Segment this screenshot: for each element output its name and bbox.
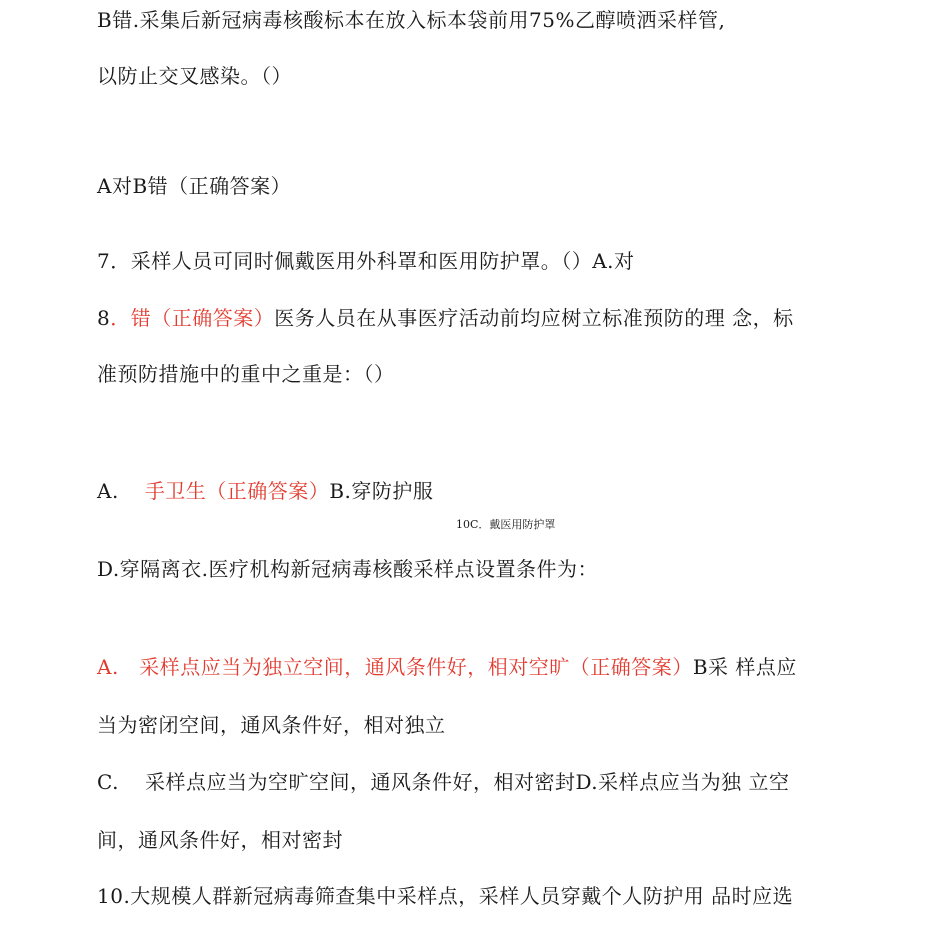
option-c-sampling-line xyxy=(97,768,790,796)
question-8-continuation: 准预防措施中的重中之重是：（） xyxy=(97,362,395,386)
answer-options-line: A对B错（正确答案） xyxy=(97,174,292,198)
question-10-line: 10.大规模人群新冠病毒筛查集中采样点，采样人员穿戴个人防护用 品时应选 xyxy=(97,884,794,908)
option-d-continuation: 间，通风条件好，相对密封 xyxy=(97,828,343,852)
option-c-prefix: C. xyxy=(97,770,119,794)
question-8-number: 8 xyxy=(97,306,111,330)
text-line-1: B错.采集后新冠病毒核酸标本在放入标本袋前用75%乙醇喷洒采样管, xyxy=(97,8,726,32)
option-b-text: B.穿防护服 xyxy=(329,479,434,503)
option-b-continuation: 当为密闭空间，通风条件好，相对独立 xyxy=(97,713,446,737)
option-a-prefix: A. xyxy=(97,479,119,503)
question-8-text: 医务人员在从事医疗活动前均应树立标准预防的理 念，标 xyxy=(274,306,794,330)
correct-answer-highlight: 手卫生（正确答案） xyxy=(144,479,330,503)
small-option-c-note: 10C．戴医用防护罩 xyxy=(456,518,556,531)
option-a-line xyxy=(97,477,433,505)
option-d-line: D.穿隔离衣.医疗机构新冠病毒核酸采样点设置条件为： xyxy=(97,557,599,581)
option-c-text: 采样点应当为空旷空间，通风条件好，相对密封D.采样点应当为独 立空 xyxy=(144,770,790,794)
question-8-line xyxy=(97,304,794,332)
correct-answer-highlight: A. 采样点应当为独立空间，通风条件好，相对空旷（正确答案） xyxy=(97,655,693,679)
text-line-2: 以防止交叉感染。（） xyxy=(97,64,292,88)
option-a-sampling-line xyxy=(97,653,797,681)
correct-answer-highlight: ．错（正确答案） xyxy=(110,306,275,330)
option-b-sampling-text: B采 样点应 xyxy=(692,655,797,679)
question-7-line: 7．采样人员可同时佩戴医用外科罩和医用防护罩。（）A.对 xyxy=(97,249,635,273)
